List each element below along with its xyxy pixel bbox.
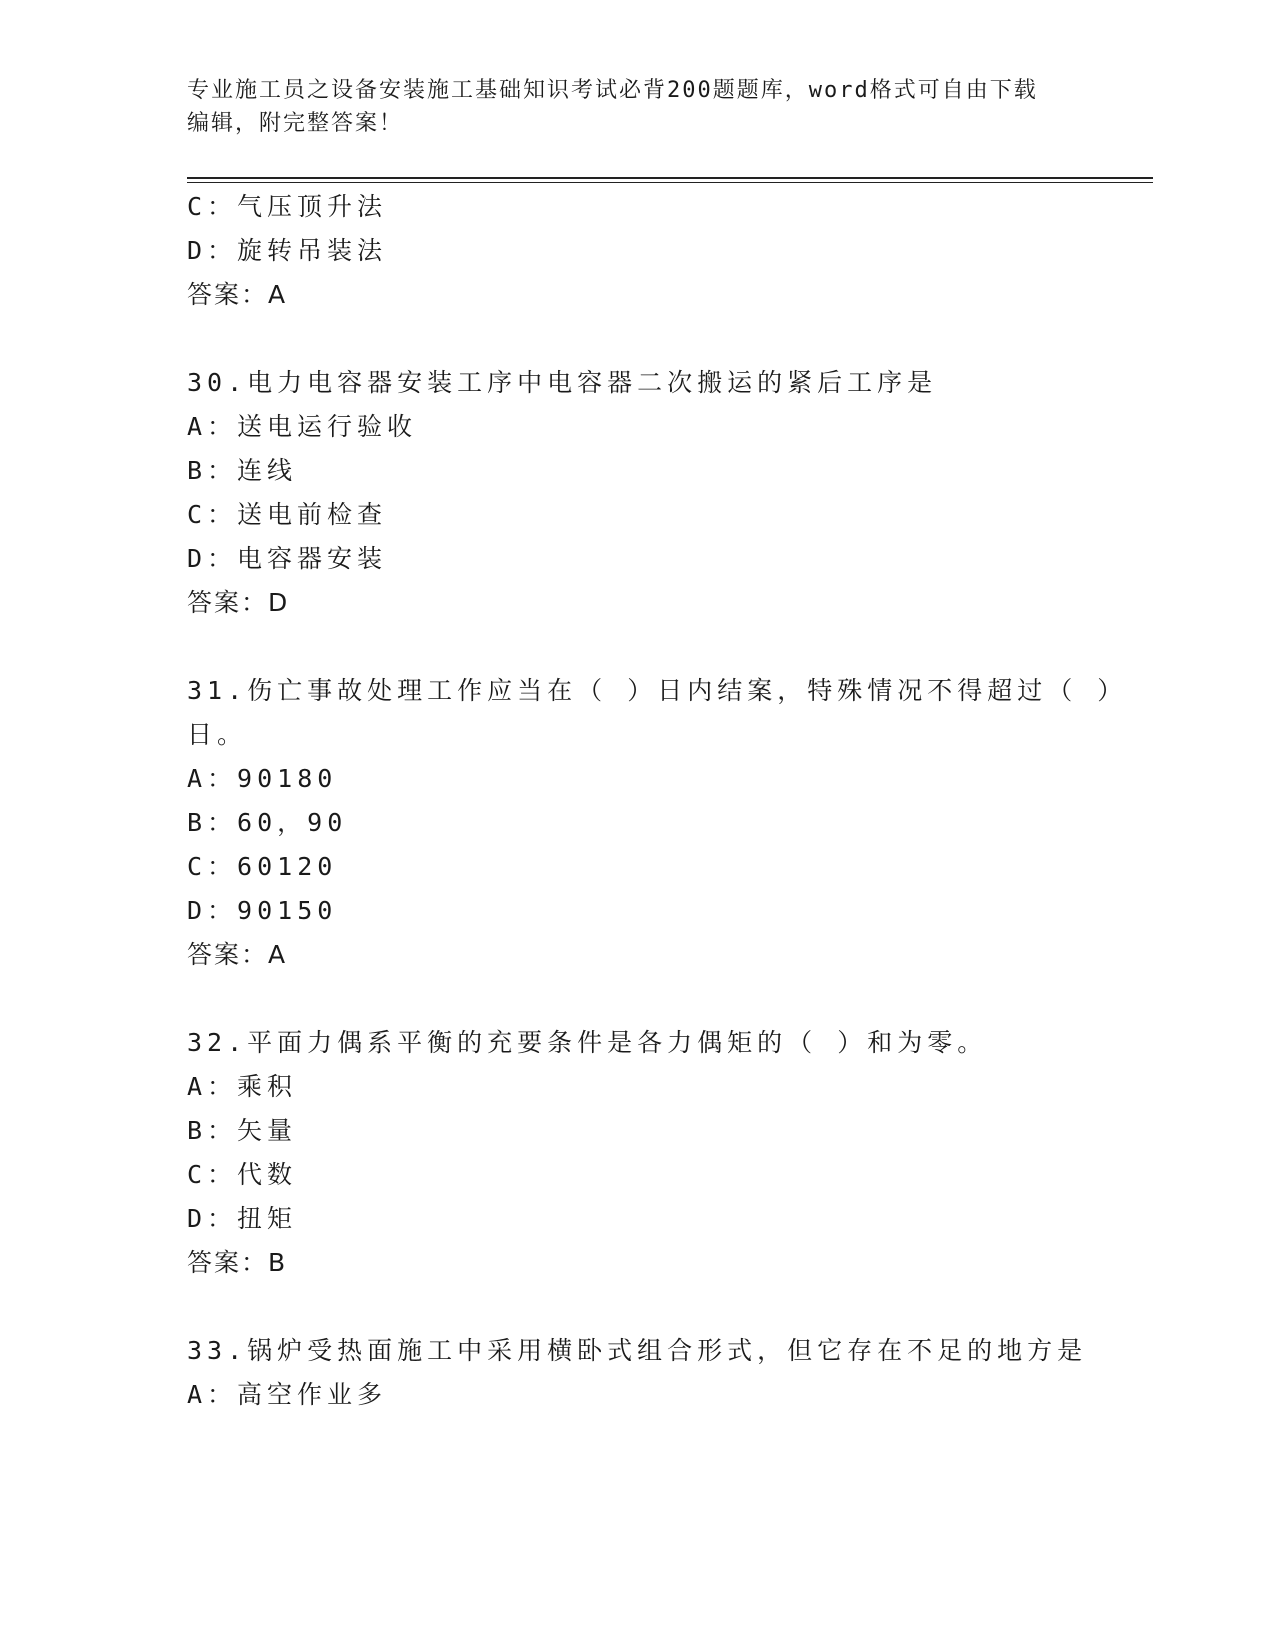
option-d: D：旋转吊装法 (187, 236, 388, 265)
option-b: B：矢量 (187, 1116, 298, 1145)
document-header (187, 74, 1087, 140)
question-32: 32.平面力偶系平衡的充要条件是各力偶矩的（ ）和为零。 (187, 1028, 988, 1057)
option-c: C：代数 (187, 1160, 298, 1189)
question-31-continued: 日。 (187, 720, 248, 749)
option-c: C：60120 (187, 852, 338, 881)
answer: 答案：B (187, 1248, 288, 1277)
option-d: D：电容器安装 (187, 544, 388, 573)
header-divider-thin (187, 182, 1153, 183)
option-d: D：扭矩 (187, 1204, 298, 1233)
answer: 答案：D (187, 588, 290, 617)
header-line-2: 编辑，附完整答案！ (187, 111, 404, 136)
option-a: A：送电运行验收 (187, 412, 418, 441)
option-d: D：90150 (187, 896, 338, 925)
option-a: A：高空作业多 (187, 1380, 388, 1409)
answer: 答案：A (187, 280, 288, 309)
option-c: C：送电前检查 (187, 500, 388, 529)
option-b: B：60，90 (187, 808, 348, 837)
option-b: B：连线 (187, 456, 298, 485)
option-a: A：乘积 (187, 1072, 298, 1101)
header-divider-thick (187, 177, 1153, 179)
question-31: 31.伤亡事故处理工作应当在（ ）日内结案，特殊情况不得超过（ ） (187, 676, 1128, 705)
question-33: 33.锅炉受热面施工中采用横卧式组合形式，但它存在不足的地方是 (187, 1336, 1088, 1365)
answer: 答案：A (187, 940, 288, 969)
question-30: 30.电力电容器安装工序中电容器二次搬运的紧后工序是 (187, 368, 938, 397)
option-a: A：90180 (187, 764, 338, 793)
option-c: C：气压顶升法 (187, 192, 388, 221)
header-line-1: 专业施工员之设备安装施工基础知识考试必背200题题库，word格式可自由下载 (187, 78, 1038, 103)
